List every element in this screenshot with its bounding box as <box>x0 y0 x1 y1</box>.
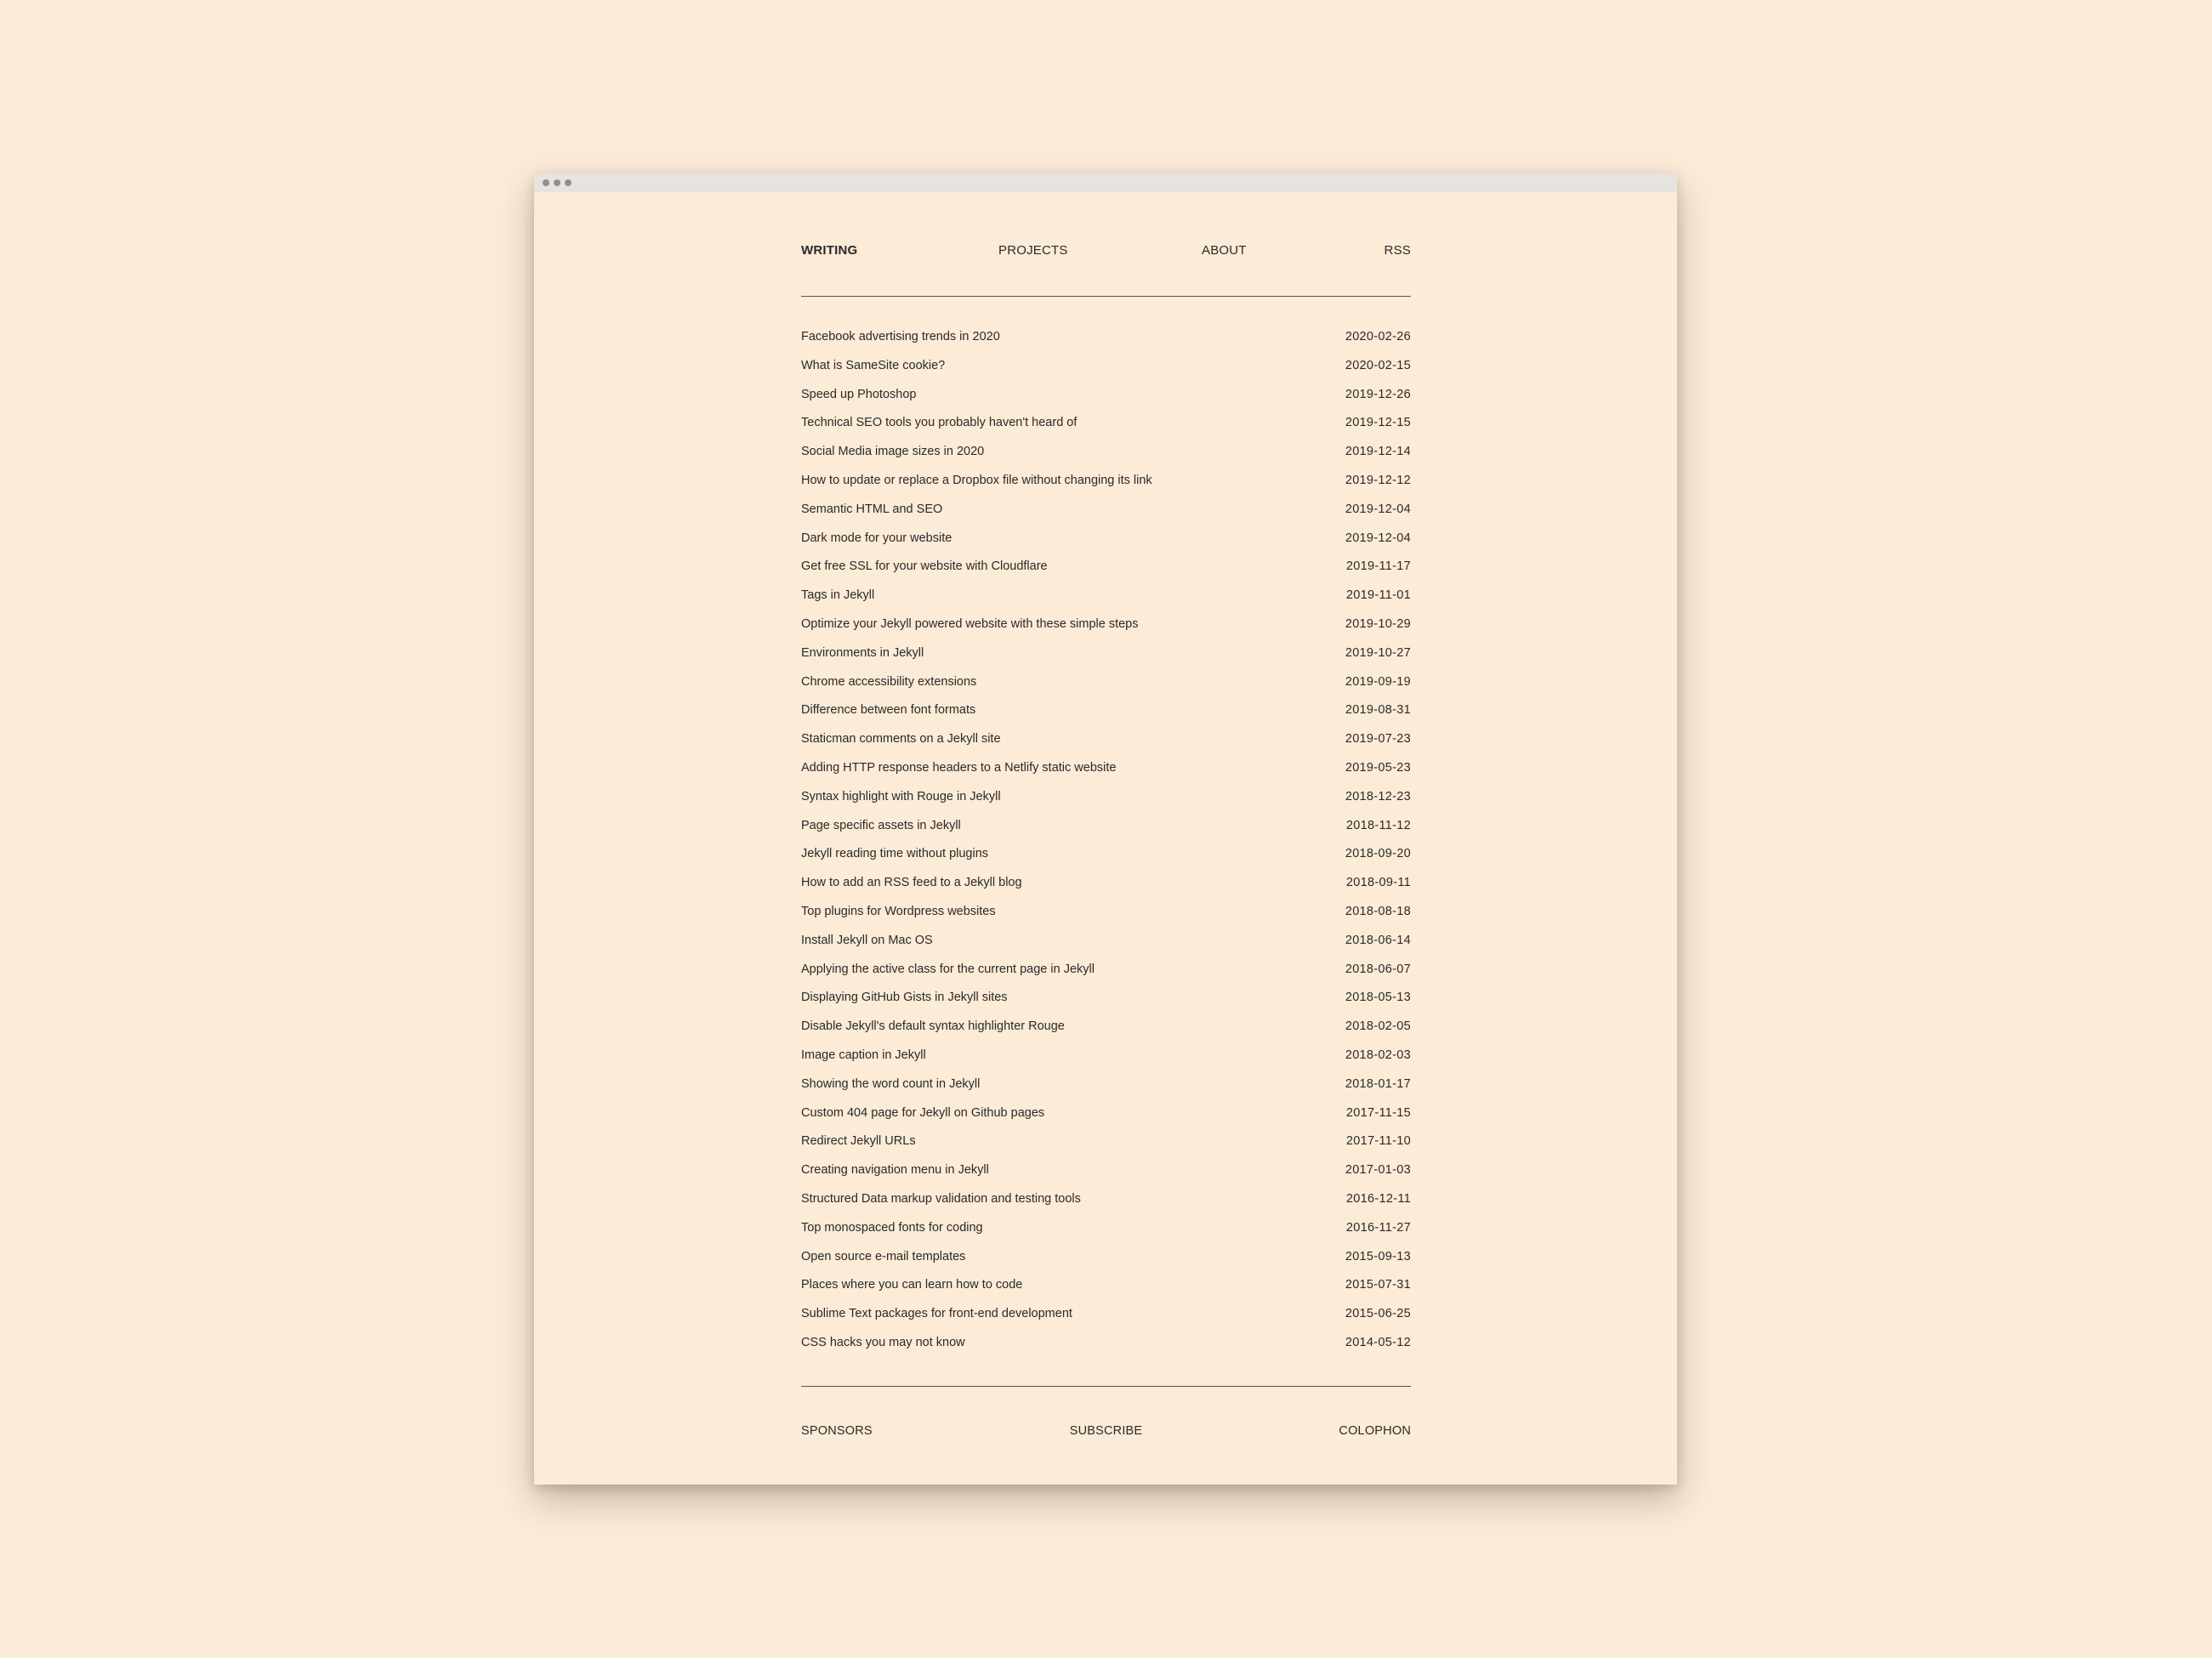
post-date: 2019-07-23 <box>1345 732 1411 747</box>
list-item <box>801 962 1411 991</box>
post-title-link[interactable]: Displaying GitHub Gists in Jekyll sites <box>801 991 1008 1005</box>
post-title-link[interactable]: Showing the word count in Jekyll <box>801 1076 981 1091</box>
post-date: 2016-11-27 <box>1345 1220 1411 1235</box>
post-date: 2019-11-01 <box>1345 588 1411 603</box>
list-item <box>801 1048 1411 1077</box>
post-list <box>801 330 1411 1365</box>
post-date: 2019-12-14 <box>1345 445 1411 459</box>
post-title-link[interactable]: Adding HTTP response headers to a Netlify static website <box>801 760 1117 775</box>
list-item <box>801 847 1411 876</box>
list-item <box>801 617 1411 646</box>
post-title-link[interactable]: Applying the active class for the current page in Jekyll <box>801 962 1095 976</box>
list-item <box>801 559 1411 588</box>
post-date: 2019-12-26 <box>1345 387 1411 401</box>
post-title-link[interactable]: Social Media image sizes in 2020 <box>801 445 985 459</box>
list-item <box>801 934 1411 962</box>
post-date: 2019-05-23 <box>1345 760 1411 775</box>
list-item <box>801 503 1411 531</box>
list-item <box>801 1106 1411 1135</box>
post-title-link[interactable]: Dark mode for your website <box>801 531 952 545</box>
list-item <box>801 416 1411 445</box>
list-item <box>801 474 1411 503</box>
footer-divider <box>801 1386 1411 1387</box>
post-date: 2018-02-05 <box>1345 1019 1411 1034</box>
post-date: 2020-02-26 <box>1345 330 1411 344</box>
list-item <box>801 1336 1411 1365</box>
browser-window <box>534 173 1677 1485</box>
post-date: 2014-05-12 <box>1345 1335 1411 1349</box>
list-item <box>801 1278 1411 1307</box>
post-title-link[interactable]: Creating navigation menu in Jekyll <box>801 1163 989 1178</box>
post-date: 2020-02-15 <box>1345 358 1411 372</box>
post-title-link[interactable]: Structured Data markup validation and testing tools <box>801 1191 1081 1206</box>
post-title-link[interactable]: Image caption in Jekyll <box>801 1048 926 1062</box>
list-item <box>801 1077 1411 1106</box>
post-title-link[interactable]: What is SameSite cookie? <box>801 358 946 372</box>
list-item <box>801 1221 1411 1250</box>
main-nav <box>801 243 1411 262</box>
post-title-link[interactable]: Semantic HTML and SEO <box>801 502 943 516</box>
post-title-link[interactable]: Technical SEO tools you probably haven't heard of <box>801 416 1078 430</box>
post-title-link[interactable]: Places where you can learn how to code <box>801 1278 1023 1292</box>
footer-colophon-link[interactable]: COLOPHON <box>1339 1424 1411 1438</box>
post-date: 2018-06-07 <box>1345 962 1411 976</box>
post-date: 2017-11-15 <box>1345 1105 1411 1120</box>
post-title-link[interactable]: Custom 404 page for Jekyll on Github pages <box>801 1105 1045 1120</box>
list-item <box>801 905 1411 934</box>
post-title-link[interactable]: Top plugins for Wordpress websites <box>801 904 996 918</box>
post-title-link[interactable]: Page specific assets in Jekyll <box>801 818 961 832</box>
post-date: 2018-05-13 <box>1345 991 1411 1005</box>
post-date: 2017-11-10 <box>1345 1134 1411 1149</box>
post-title-link[interactable]: Open source e-mail templates <box>801 1249 966 1263</box>
nav-about-link[interactable]: ABOUT <box>1202 243 1247 258</box>
post-date: 2018-09-11 <box>1345 876 1411 890</box>
post-title-link[interactable]: Install Jekyll on Mac OS <box>801 933 933 947</box>
list-item <box>801 675 1411 704</box>
list-item <box>801 761 1411 790</box>
window-control-dot-icon[interactable] <box>565 179 571 186</box>
post-title-link[interactable]: Difference between font formats <box>801 703 976 718</box>
list-item <box>801 732 1411 761</box>
window-control-dot-icon[interactable] <box>543 179 549 186</box>
post-date: 2015-09-13 <box>1345 1249 1411 1263</box>
post-title-link[interactable]: CSS hacks you may not know <box>801 1335 965 1349</box>
post-title-link[interactable]: Disable Jekyll's default syntax highlighter Rouge <box>801 1019 1065 1034</box>
post-date: 2015-06-25 <box>1345 1307 1411 1321</box>
post-date: 2019-10-29 <box>1345 616 1411 631</box>
post-date: 2019-10-27 <box>1345 645 1411 660</box>
post-title-link[interactable]: Sublime Text packages for front-end development <box>801 1307 1072 1321</box>
list-item <box>801 646 1411 675</box>
post-date: 2017-01-03 <box>1345 1163 1411 1178</box>
list-item <box>801 876 1411 905</box>
list-item <box>801 445 1411 474</box>
post-date: 2018-09-20 <box>1345 847 1411 861</box>
list-item <box>801 1250 1411 1279</box>
post-title-link[interactable]: Get free SSL for your website with Cloudflare <box>801 559 1048 574</box>
post-date: 2019-12-12 <box>1345 473 1411 487</box>
post-date: 2018-12-23 <box>1345 789 1411 803</box>
list-item <box>801 703 1411 732</box>
window-control-dot-icon[interactable] <box>554 179 560 186</box>
post-title-link[interactable]: Facebook advertising trends in 2020 <box>801 330 1000 344</box>
list-item <box>801 1307 1411 1336</box>
post-title-link[interactable]: Redirect Jekyll URLs <box>801 1134 916 1149</box>
list-item <box>801 1019 1411 1048</box>
list-item <box>801 388 1411 417</box>
post-title-link[interactable]: How to update or replace a Dropbox file without changing its link <box>801 473 1152 487</box>
list-item <box>801 790 1411 819</box>
post-date: 2018-08-18 <box>1345 904 1411 918</box>
footer-sponsors-link[interactable]: SPONSORS <box>801 1424 873 1438</box>
post-title-link[interactable]: Top monospaced fonts for coding <box>801 1220 983 1235</box>
post-date: 2019-09-19 <box>1345 674 1411 689</box>
post-title-link[interactable]: Jekyll reading time without plugins <box>801 847 989 861</box>
list-item <box>801 330 1411 359</box>
nav-rss-link[interactable]: RSS <box>1384 243 1411 258</box>
list-item <box>801 359 1411 388</box>
post-title-link[interactable]: Staticman comments on a Jekyll site <box>801 732 1001 747</box>
post-date: 2018-01-17 <box>1345 1076 1411 1091</box>
post-date: 2015-07-31 <box>1345 1278 1411 1292</box>
list-item <box>801 1163 1411 1192</box>
window-titlebar <box>534 173 1677 192</box>
post-date: 2019-11-17 <box>1345 559 1411 574</box>
page-footer <box>801 1424 1411 1443</box>
post-date: 2019-12-04 <box>1345 531 1411 545</box>
post-title-link[interactable]: Chrome accessibility extensions <box>801 674 977 689</box>
header-divider <box>801 296 1411 297</box>
post-title-link[interactable]: How to add an RSS feed to a Jekyll blog <box>801 876 1022 890</box>
post-date: 2018-02-03 <box>1345 1048 1411 1062</box>
nav-projects-link[interactable]: PROJECTS <box>998 243 1068 258</box>
list-item <box>801 819 1411 848</box>
footer-subscribe-link[interactable]: SUBSCRIBE <box>1069 1424 1143 1438</box>
post-date: 2016-12-11 <box>1345 1191 1411 1206</box>
post-title-link[interactable]: Environments in Jekyll <box>801 645 924 660</box>
post-title-link[interactable]: Tags in Jekyll <box>801 588 875 603</box>
post-title-link[interactable]: Optimize your Jekyll powered website with these simple steps <box>801 616 1139 631</box>
post-date: 2019-08-31 <box>1345 703 1411 718</box>
post-date: 2019-12-15 <box>1345 416 1411 430</box>
list-item <box>801 588 1411 617</box>
list-item <box>801 1192 1411 1221</box>
post-date: 2019-12-04 <box>1345 502 1411 516</box>
nav-writing-link[interactable]: WRITING <box>801 243 858 258</box>
post-date: 2018-06-14 <box>1345 933 1411 947</box>
post-date: 2018-11-12 <box>1345 818 1411 832</box>
post-title-link[interactable]: Syntax highlight with Rouge in Jekyll <box>801 789 1001 803</box>
list-item <box>801 1134 1411 1163</box>
list-item <box>801 991 1411 1019</box>
list-item <box>801 531 1411 560</box>
post-title-link[interactable]: Speed up Photoshop <box>801 387 917 401</box>
